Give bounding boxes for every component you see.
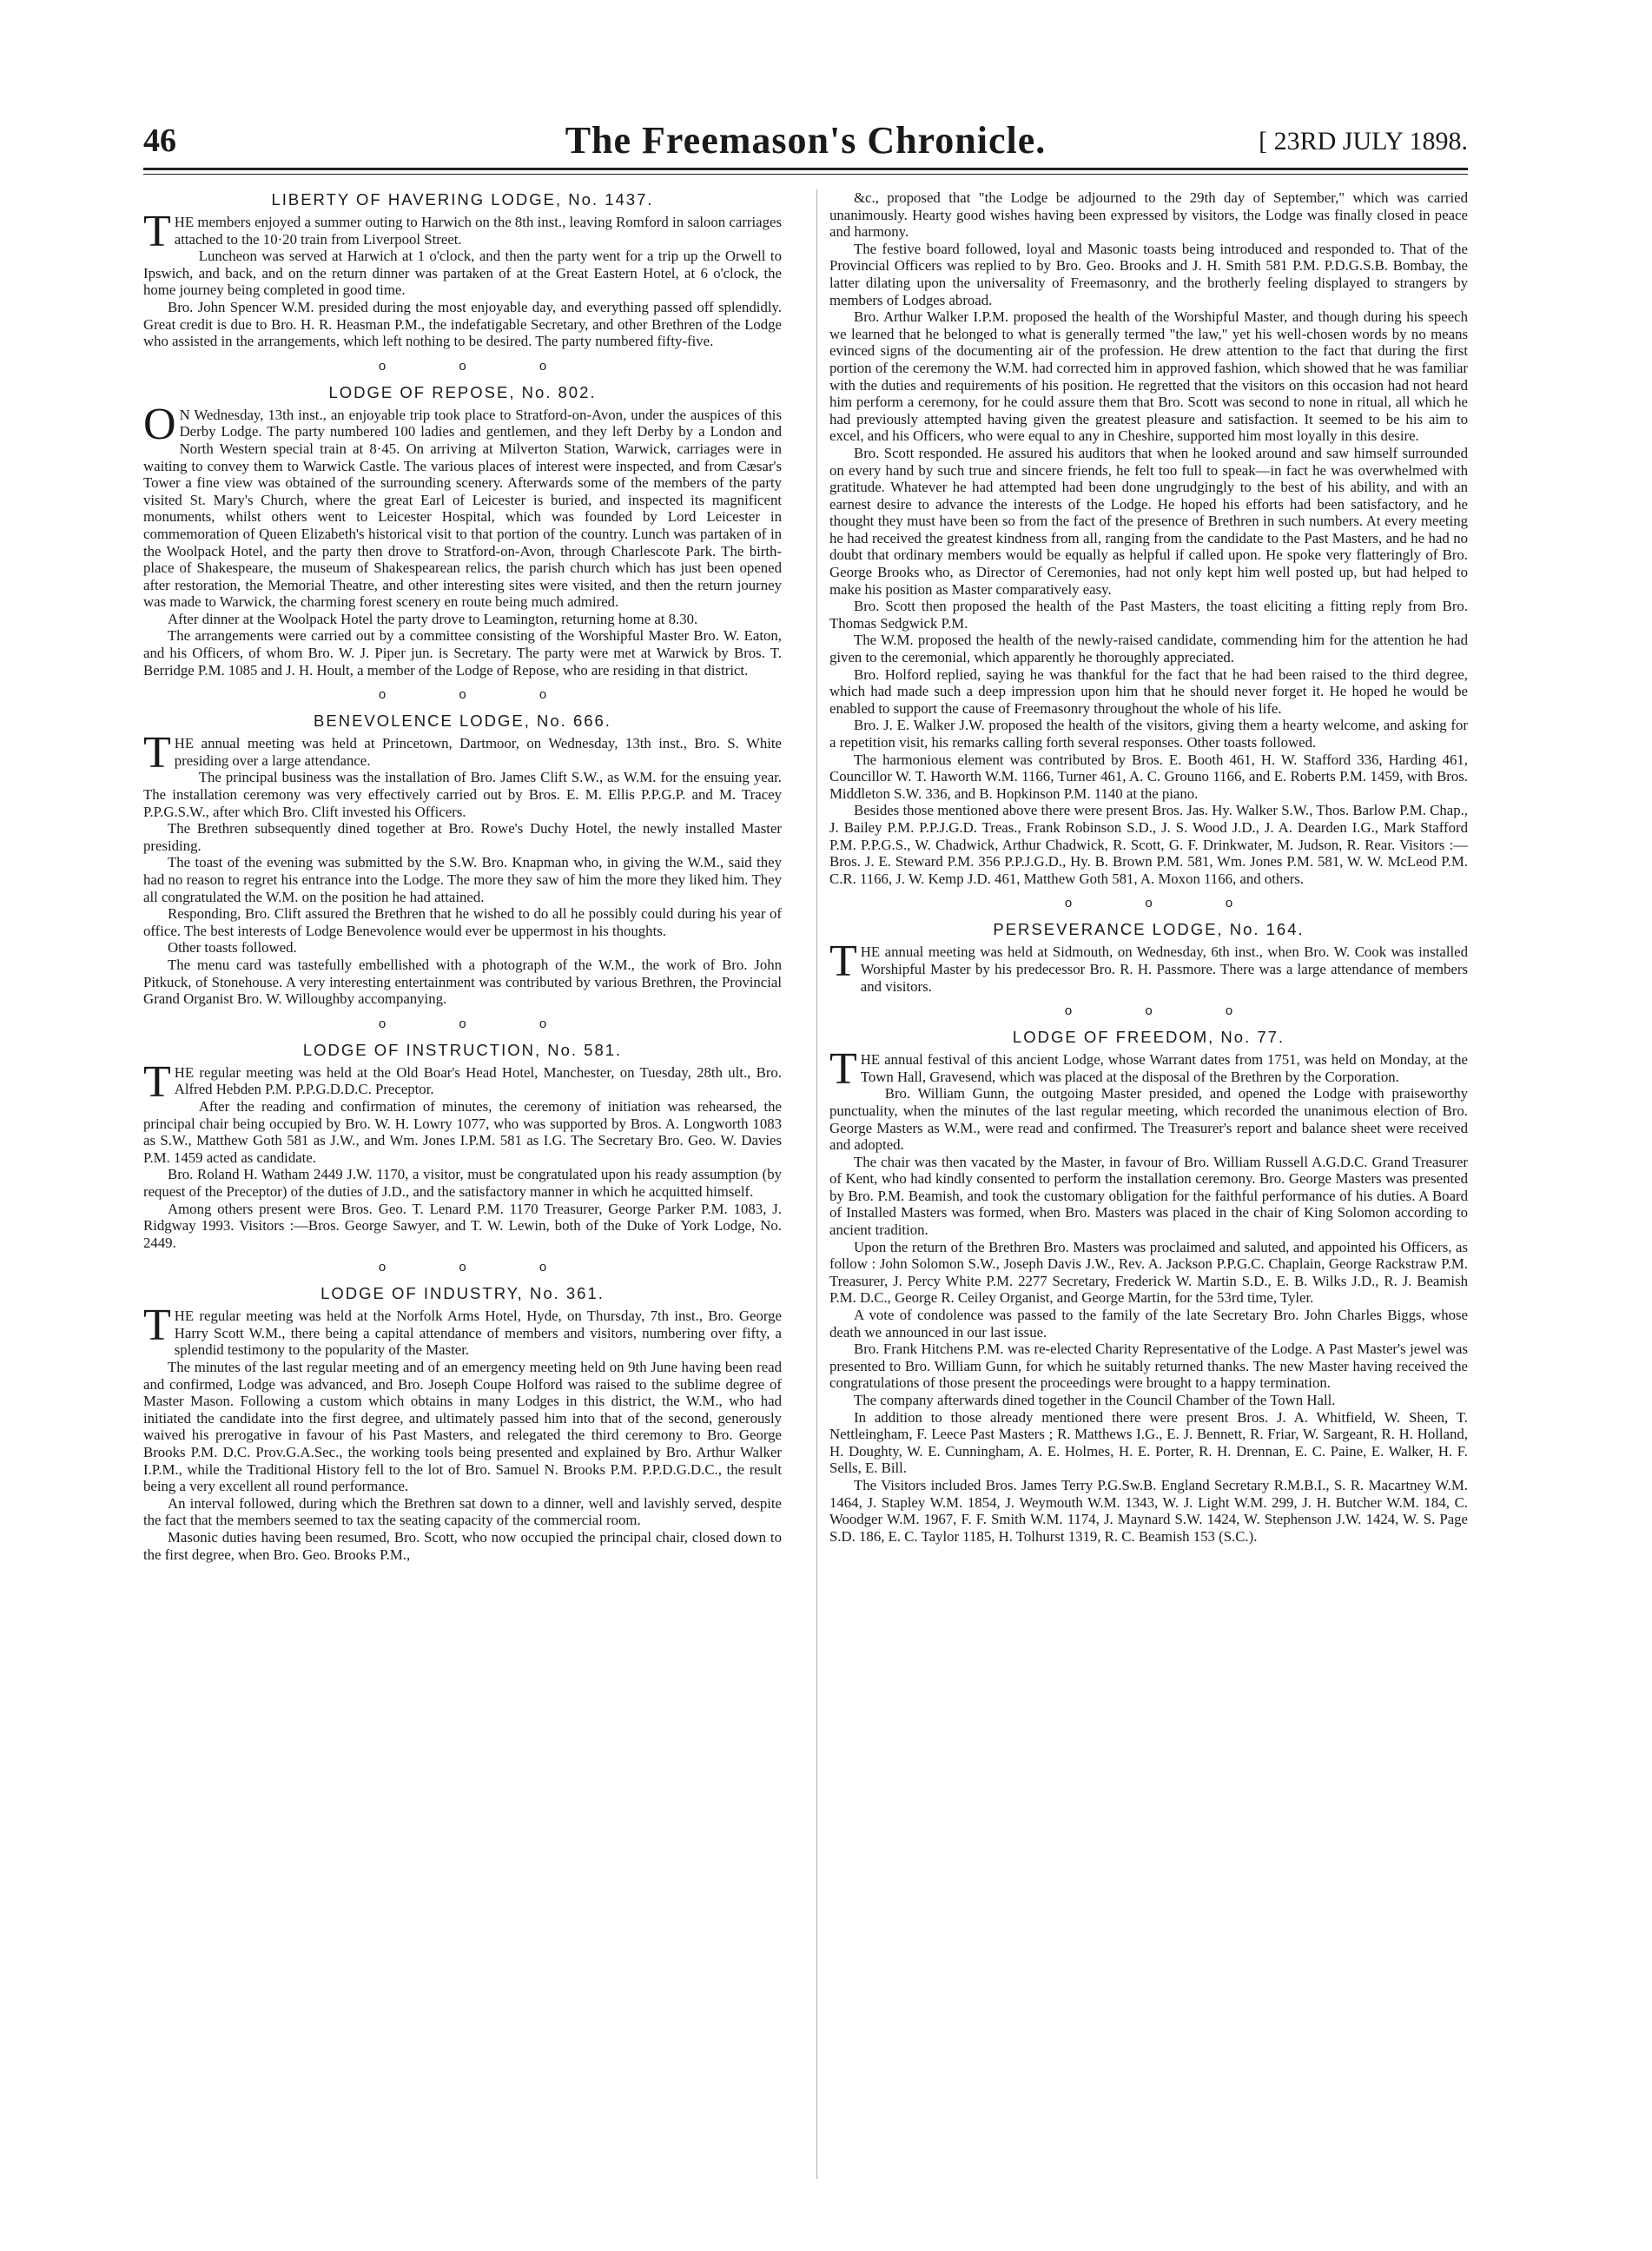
header-rule-thin [143,174,1468,175]
header-rule-thick [143,168,1468,170]
column-divider [816,189,817,2179]
issue-date: [ 23RD JULY 1898. [1259,127,1468,156]
article [829,189,1468,887]
article-paragraph: Bro. Scott responded. He assured his auditors that when he looked around and saw himself surrounded on every hand by such true and sincere friends, he felt too full to speak—in fact he was overwhelmed with gratitude. Whatever he had attempted had been done ungrudgingly to the best of his ability, and with an earnest desire to advance the interests of the Lodge. He hoped his efforts had been satisfactory, and he thought they must have been so from the fact of the presence of Brethren in such numbers. At every meeting he had received the greatest kindness from all, ranging from the candidate to the Past Masters, and he had no doubt that ordinary members would be equally as helpful if called upon. He spoke very flatteringly of Bro. George Brooks who, as Director of Ceremonies, had not only kept him well posted up, but had helped to make his position as Master comparatively easy. [829,444,1468,598]
article [143,1283,782,1563]
article [143,189,782,350]
article-paragraph: After the reading and confirmation of minutes, the ceremony of initiation was rehearsed, the principal chair being occupied by Bro. W. H. Lowry 1077, who was supported by Bros. A. Longworth 1083 as S.W., Matthew Goth 581 as J.W., and Wm. Jones I.P.M. 581 as I.G. The Secretary Bro. Geo. W. Davies P.M. 1459 acted as candidate. [143,1097,782,1166]
section-separator: o o o [378,1260,582,1275]
article-paragraph: Bro. Roland H. Watham 2449 J.W. 1170, a visitor, must be congratulated upon his ready assumption (by request of the Preceptor) of the duties of J.D., and the satisfactory manner in which he acquitted himself. [143,1166,782,1200]
article [143,711,782,1008]
article-paragraph: The festive board followed, loyal and Masonic toasts being introduced and responded to. That of the Provincial Officers was replied to by Bro. Geo. Brooks and J. H. Smith 581 P.M. P.D.G.S.B. Bombay, the latter dilating upon the universality of Freemasonry, and the brotherly feeling displayed to strangers by members of Lodges abroad. [829,240,1468,308]
article-paragraph: Responding, Bro. Clift assured the Brethren that he wished to do all he possibly could during his year of office. The best interests of Lodge Benevolence would ever be uppermost in his thoughts. [143,905,782,939]
article-heading: BENEVOLENCE LODGE, No. 666. [314,712,611,731]
article-paragraph: The Visitors included Bros. James Terry P.G.Sw.B. England Secretary R.M.B.I., S. R. Macartney W.M. 1464, J. Stapley W.M. 1854, J. Weymouth W.M. 1343, W. J. Light W.M. 299, J. H. Butcher W.M. 184, C. Woodger W.M. 1967, F. F. Smith W.M. 1174, J. Maynard S.W. 1424, W. Stephenson J.W. 1424, W. S. Page S.D. 186, E. C. Taylor 1185, H. Tolhurst 1319, R. C. Beamish 153 (S.C.). [829,1476,1468,1545]
article-paragraph: The menu card was tastefully embellished with a photograph of the W.M., the work of Bro. John Pitkuck, of Stonehouse. A very interesting entertainment was contributed by various Brethren, the Provincial Grand Organist Bro. W. Willoughby accompanying. [143,956,782,1008]
article-heading: LODGE OF REPOSE, No. 802. [328,382,597,401]
section-separator: o o o [1064,1003,1268,1019]
masthead-title: The Freemason's Chronicle. [565,119,1047,162]
article-paragraph: Other toasts followed. [168,939,297,957]
article-paragraph: The Brethren subsequently dined together at Bro. Rowe's Duchy Hotel, the newly installed Master presiding. [143,820,782,854]
article [829,919,1468,995]
article-paragraph: In addition to those already mentioned there were present Bros. J. A. Whitfield, W. Sheen, T. Nettleingham, F. Leece Past Masters ; R. Matthews I.G., E. J. Bennett, R. Friar, W. Sargeant, R. H. Holland, H. Doughty, W. E. Cunningham, A. E. Holmes, H. E. Porter, R. H. Drennan, E. C. Paine, E. Walker, H. F. Sells, E. Bill. [829,1408,1468,1477]
article-paragraph: THE annual meeting was held at Sidmouth, on Wednesday, 6th inst., when Bro. W. Cook was installed Worshipful Master by his predecessor Bro. R. H. Passmore. There was a large attendance of members and visitors. [829,937,1468,995]
article-paragraph: Among others present were Bros. Geo. T. Lenard P.M. 1170 Treasurer, George Parker P.M. 1083, J. Ridgway 1993. Visitors :—Bros. George Sawyer, and T. W. Lewin, both of the Duke of York Lodge, No. 2449. [143,1200,782,1251]
section-separator: o o o [378,358,582,374]
article-paragraph: Bro. John Spencer W.M. presided during the most enjoyable day, and everything passed off splendidly. Great credit is due to Bro. H. R. Heasman P.M., the indefatigable Secretary, and other Brethren of the Lodge who assisted in the arrangements, which left nothing to be desired. The party numbered fifty-five. [143,298,782,350]
article-paragraph: The chair was then vacated by the Master, in favour of Bro. William Russell A.G.D.C. Grand Treasurer of Kent, who had kindly consented to perform the installation ceremony. Bro. George Masters was presented by Bro. P.M. Beamish, and took the customary obligation for the faithful performance of his duties. A Board of Installed Masters was formed, when Bro. Masters was placed in the chair of King Solomon according to ancient tradition. [829,1153,1468,1239]
article-heading: LODGE OF INDUSTRY, No. 361. [320,1284,605,1303]
article-paragraph: THE annual festival of this ancient Lodge, whose Warrant dates from 1751, was held on Monday, at the Town Hall, Gravesend, which was placed at the disposal of the Brethren by the Corporation. [829,1044,1468,1095]
section-separator: o o o [1064,896,1268,911]
article [829,1027,1468,1545]
article-paragraph: Masonic duties having been resumed, Bro. Scott, who now occupied the principal chair, closed down to the first degree, when Bro. Geo. Brooks P.M., [143,1529,782,1563]
article-paragraph: Bro. Holford replied, saying he was thankful for the fact that he had been raised to the third degree, which had made such a deep impression upon him that he should never forget it. He hoped he would be enabled to support the cause of Freemasonry throughout the whole of his life. [829,665,1468,717]
article-paragraph: Upon the return of the Brethren Bro. Masters was proclaimed and saluted, and appointed his Officers, as follow : John Solomon S.W., Joseph Davis J.W., Rev. A. Jackson P.P.G.C. Chaplain, George Rackstraw P.M. Treasurer, J. Percy White P.M. 2277 Secretary, Frederick W. Martin S.D., E. B. Wilks J.D., R. J. Beamish P.M. D.C., George R. Ceiley Organist, and George Martin, for the 53rd time, Tyler. [829,1238,1468,1307]
article-paragraph: Bro. William Gunn, the outgoing Master presided, and opened the Lodge with praiseworthy punctuality, when the minutes of the last regular meeting, which recorded the unanimous election of Bro. George Masters as W.M., were read and confirmed. The Treasurer's report and balance sheet were received and adopted. [829,1085,1468,1154]
page-number: 46 [143,122,176,159]
article-paragraph: The arrangements were carried out by a committee consisting of the Worshipful Master Bro. W. Eaton, and his Officers, of whom Bro. W. J. Piper jun. is Secretary. The party were met at Warwick by Bros. T. Berridge P.M. 1085 and J. H. Hoult, a member of the Lodge of Repose, who are residing in that district. [143,627,782,679]
article-paragraph: The principal business was the installation of Bro. James Clift S.W., as W.M. for the ensuing year. The installation ceremony was very effectively carried out by Bros. E. M. Ellis P.P.G.P. and M. Tracey P.P.G.S.W., after which Bro. Clift invested his Officers. [143,769,782,820]
article-paragraph: THE annual meeting was held at Princetown, Dartmoor, on Wednesday, 13th inst., Bro. S. White presiding over a large attendance. [143,728,782,778]
article-heading: LODGE OF INSTRUCTION, No. 581. [302,1040,623,1059]
left-column [143,189,782,2214]
section-separator: o o o [378,1016,582,1031]
article-paragraph: THE members enjoyed a summer outing to Harwich on the 8th inst., leaving Romford in saloon carriages attached to the 10·20 train from Liverpool Street. [143,207,782,256]
article-paragraph: Bro. Scott then proposed the health of the Past Masters, the toast eliciting a fitting reply from Bro. Thomas Sedgwick P.M. [829,598,1468,632]
article-paragraph: Bro. Arthur Walker I.P.M. proposed the health of the Worshipful Master, and though during his speech we learned that he belonged to what is generally termed "the law," yet his well-chosen words by no means evinced signs of the documenting air of the profession. He drew attention to the fact that during the first portion of the ceremony the W.M. had corrected him in approved fashion, which showed that he was familiar with the duties and requirements of his position. He regretted that the visitors on this occasion had not heard him perform a ceremony, for he could assure them that Bro. Scott was second to none in ritual, all which he had previously attempted having given the greatest pleasure and satisfaction. It seemed to be his aim to excel, and his Officers, who were equal to any in Cheshire, supported him most loyally in this desire. [829,308,1468,445]
article [143,382,782,679]
article-heading: LODGE OF FREEDOM, No. 77. [1012,1028,1285,1047]
article-paragraph: A vote of condolence was passed to the family of the late Secretary Bro. John Charles Biggs, whose death we announced in our last issue. [829,1307,1468,1341]
article-paragraph: Bro. J. E. Walker J.W. proposed the health of the visitors, giving them a hearty welcome, and asking for a repetition visit, his remarks calling forth several responses. Other toasts followed. [829,717,1468,751]
article-paragraph: The company afterwards dined together in the Council Chamber of the Town Hall. [854,1392,1336,1408]
article-paragraph: An interval followed, during which the Brethren sat down to a dinner, well and lavishly served, despite the fact that the members seemed to tax the seating capacity of the commercial room. [143,1494,782,1529]
article-heading: LIBERTY OF HAVERING LODGE, No. 1437. [271,190,654,209]
article-paragraph: &c., proposed that "the Lodge be adjourned to the 29th day of September," which was carried unanimously. Hearty good wishes having been expressed by visitors, the Lodge was finally closed in peace and harmony. [829,189,1468,241]
article-paragraph: The toast of the evening was submitted by the S.W. Bro. Knapman who, in giving the W.M., said they had no reason to regret his entrance into the Lodge. The more they saw of him the more they liked him. They all congratulated the W.M. on the position he had attained. [143,854,782,905]
article-paragraph: ON Wednesday, 13th inst., an enjoyable trip took place to Stratford-on-Avon, under the auspices of this Derby Lodge. The party numbered 100 ladies and gentlemen, and they left Derby by a London and North Western special train at 8·45. On arriving at Milverton Station, Warwick, carriages were in waiting to convey them to Warwick Castle. The various places of interest were inspected, and from Cæsar's Tower a fine view was obtained of the surrounding scenery. Afterwards some of the members of the party visited St. Mary's Church, where the great Earl of Leicester is buried, and inspected its magnificent monuments, whilst others went to Leicester Hospital, which was founded by Lord Leicester in commemoration of Queen Elizabeth's historical visit to that portion of the country. Lunch was partaken of in the Woolpack Hotel, and the party then drove to Stratford-on-Avon, through Charlescote Park. The birth-place of Shakespeare, the museum of Shakespearean relics, the parish church which has just been opened after restoration, the Memorial Theatre, and other interesting sites were visited, and then the return journey was made to Warwick, the charming forest scenery en route being much admired. [143,399,782,611]
article-paragraph: THE regular meeting was held at the Old Boar's Head Hotel, Manchester, on Tuesday, 28th ult., Bro. Alfred Hebden P.M. P.P.G.D.D.C. Preceptor. [143,1056,782,1107]
article-paragraph: Bro. Frank Hitchens P.M. was re-elected Charity Representative of the Lodge. A Past Master's jewel was presented to Bro. William Gunn, for which he suitably returned thanks. The new Master having received the congratulations of those present the proceedings were brought to a happy termination. [829,1341,1468,1392]
article-paragraph: The harmonious element was contributed by Bros. E. Booth 461, H. W. Stafford 336, Harding 461, Councillor W. T. Haworth W.M. 1166, Turner 461, A. C. Grouno 1166, and E. Roberts P.M. 1459, with Bros. Middleton S.W. 336, and B. Hopkinson P.M. 1140 at the piano. [829,751,1468,802]
article [143,1040,782,1252]
right-column [829,189,1468,2214]
article-paragraph: The minutes of the last regular meeting and of an emergency meeting held on 9th June having been read and confirmed, Lodge was advanced, and Bro. Joseph Coupe Holford was raised to the sublime degree of Master Mason. Following a custom which obtains in many Lodges in this district, the W.M., who had initiated the candidate into the first degree, and ultimately passed him into that of the second, generously waived his prerogative in favour of his Past Masters, and relegated the third ceremony to Bro. George Brooks P.M. D.C. Prov.G.A.Sec., the working tools being presented and explained by Bro. Arthur Walker I.P.M., while the Traditional History fell to the lot of Bro. Samuel N. Brooks P.M. P.P.D.G.D.C., the result being a very excellent all round performance. [143,1359,782,1495]
page-header [143,119,1468,165]
article-paragraph: After dinner at the Woolpack Hotel the party drove to Leamington, returning home at 8.30. [168,610,698,627]
article-paragraph: The W.M. proposed the health of the newly-raised candidate, commending him for the attention he had given to the ceremonial, which apparently he thoroughly appreciated. [829,632,1468,666]
article-paragraph: Besides those mentioned above there were present Bros. Jas. Hy. Walker S.W., Thos. Barlow P.M. Chap., J. Bailey P.M. P.P.J.G.D. Treas., Frank Robinson S.D., J. S. Wood J.D., J. A. Dearden I.G., Mark Stafford P.M. P.P.G.S., W. Chadwick, Arthur Chadwick, R. Scott, G. F. Drinkwater, M. Judson, R. Rear. Visitors :—Bros. J. E. Steward P.M. 356 P.P.J.G.D., Hy. B. Brown P.M. 581, Wm. Jones P.M. 581, W. W. McLeod P.M. C.R. 1166, J. W. Kemp J.D. 461, Matthew Goth 581, A. Moxon 1166, and others. [829,802,1468,887]
section-separator: o o o [378,687,582,703]
article-heading: PERSEVERANCE LODGE, No. 164. [993,920,1305,939]
article-paragraph: Luncheon was served at Harwich at 1 o'clock, and then the party went for a trip up the Orwell to Ipswich, and back, and on the return dinner was partaken of at the Great Eastern Hotel, at 6 o'clock, the home journey being completed in good time. [143,248,782,299]
article-paragraph: THE regular meeting was held at the Norfolk Arms Hotel, Hyde, on Thursday, 7th inst., Bro. George Harry Scott W.M., there being a capital attendance of members and visitors, numbering over fifty, a splendid testimony to the popularity of the Master. [143,1301,782,1359]
